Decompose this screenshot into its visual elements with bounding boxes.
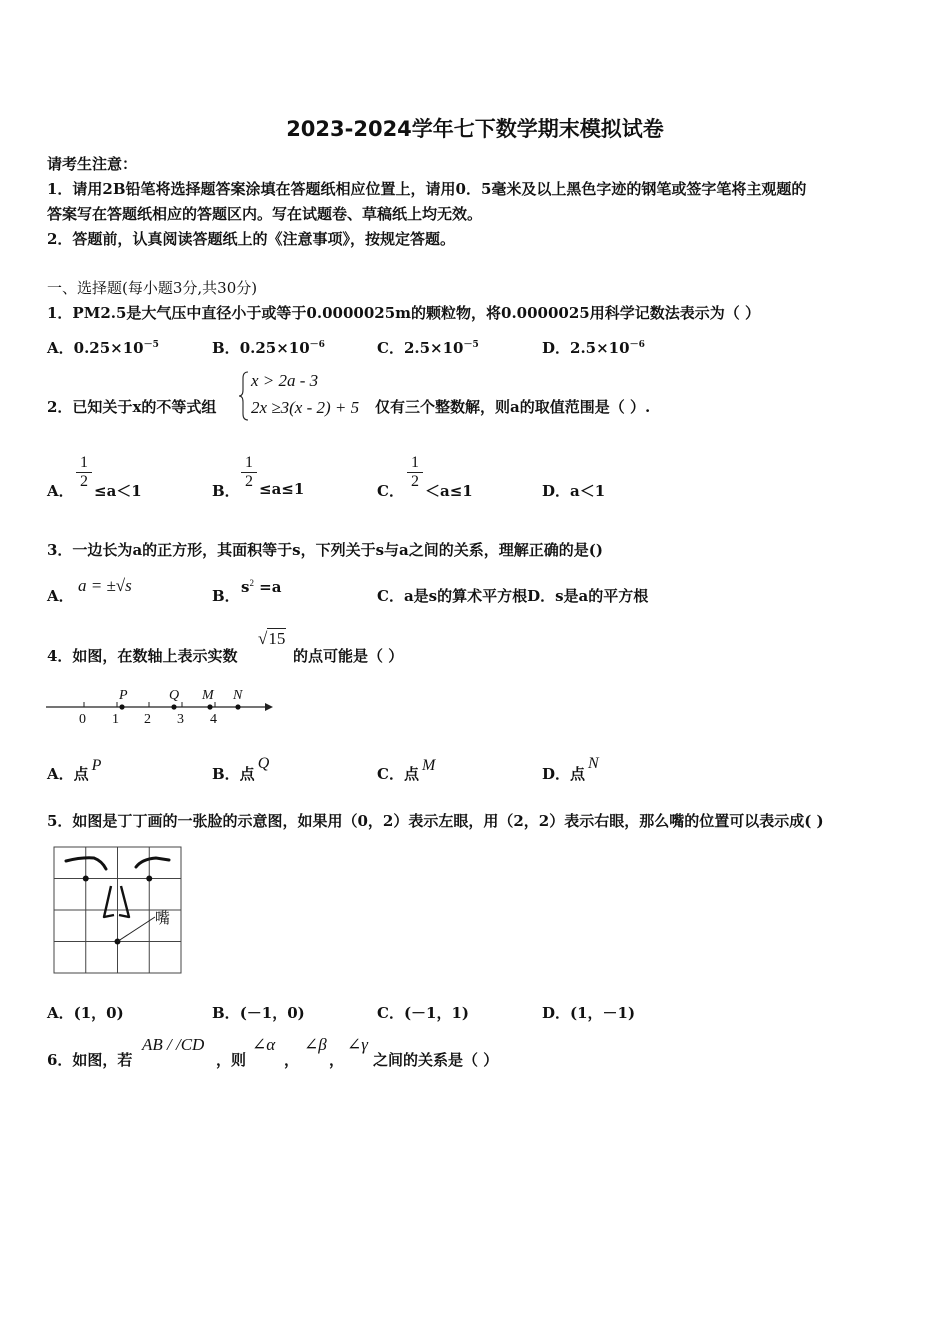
question-6-separator-2: ， <box>329 1051 345 1069</box>
tick-label-0: 0 <box>79 712 86 726</box>
sqrt-icon: √ <box>258 629 268 648</box>
question-2-option-c-fraction: $\frac{1}{2}$ <box>407 454 423 491</box>
question-2-option-a-text: ≤a＜1 <box>94 482 142 500</box>
notice-heading: 请考生注意： <box>47 155 138 173</box>
question-3-option-b-label: B． <box>212 587 240 605</box>
question-2-option-c-text: ＜a≤1 <box>425 482 473 500</box>
question-4-option-a: A．点 P <box>47 757 102 783</box>
question-2-option-b-fraction: $\frac{1}{2}$ <box>241 454 257 491</box>
question-3-option-b-expression: $s^2 =a$ <box>241 578 282 596</box>
question-6-angle-beta: ∠β <box>304 1035 327 1054</box>
notice-item-1-line-1: 1．请用2B铅笔将选择题答案涂填在答题纸相应位置上，请用0．5毫米及以上黑色字迹的钢笔或签字笔将主观题的 <box>47 180 807 198</box>
question-4-option-c: C．点 M <box>377 757 436 783</box>
question-4-option-b: B．点Q <box>212 755 270 783</box>
question-1-option-a: A．$0.25\times 10^{-5}$ <box>47 339 159 357</box>
notice-item-2: 2．答题前，认真阅读答题纸上的《注意事项》，按规定答题。 <box>47 230 455 248</box>
question-3-option-c-d: C．a是s的算术平方根D．s是a的平方根 <box>377 587 649 605</box>
question-5-option-c: C．(－1，1) <box>377 1004 470 1022</box>
face-grid-figure <box>52 845 184 975</box>
point-q-marker <box>171 704 176 709</box>
question-1-option-d: D．$2.5\times 10^{-6}$ <box>542 339 645 357</box>
number-line-figure <box>44 684 276 726</box>
brace-icon <box>238 370 250 422</box>
nose <box>104 886 129 917</box>
arrow-right-icon <box>265 703 273 711</box>
tick-label-4: 4 <box>210 712 217 726</box>
question-5-option-a: A．(1，0) <box>47 1004 124 1022</box>
question-6-stem-suffix: 之间的关系是（ ） <box>373 1051 499 1069</box>
question-2-option-c-label: C． <box>377 482 404 500</box>
question-6-parallel-expression: AB / /CD <box>142 1035 205 1054</box>
tick-label-1: 1 <box>112 712 119 726</box>
tick-label-3: 3 <box>177 712 184 726</box>
question-2-option-b-label: B． <box>212 482 240 500</box>
point-p-marker <box>119 704 124 709</box>
number-line-ticks <box>84 702 215 707</box>
question-1-option-b: B．$0.25\times 10^{-6}$ <box>212 339 325 357</box>
question-3-stem: 3．一边长为a的正方形，其面积等于s，下列关于s与a之间的关系，理解正确的是() <box>47 541 603 559</box>
point-n-marker <box>235 704 240 709</box>
section-heading: 一、选择题(每小题3分,共30分) <box>47 279 258 297</box>
question-6-separator-1: ， <box>284 1051 300 1069</box>
right-eye <box>146 876 152 882</box>
question-6-then: ，则 <box>216 1051 247 1069</box>
question-2-option-a-label: A． <box>47 482 74 500</box>
question-5-option-b: B．(－1，0) <box>212 1004 305 1022</box>
question-6-angle-alpha: ∠α <box>252 1035 276 1054</box>
question-2-option-d: D．a＜1 <box>542 482 606 500</box>
question-2-stem-before: 2．已知关于x的不等式组 <box>47 398 217 416</box>
question-2-option-b-text: ≤a≤1 <box>259 480 305 498</box>
question-5-stem: 5．如图是丁丁画的一张脸的示意图，如果用（0，2）表示左眼，用（2，2）表示右眼，那么嘴的位置可以表示成( ) <box>47 812 824 830</box>
question-4-option-d: D．点N <box>542 755 599 783</box>
right-eyebrow <box>136 858 169 867</box>
point-m-marker <box>207 704 212 709</box>
question-5-option-d: D．(1，－1) <box>542 1004 636 1022</box>
point-p-label: P <box>119 688 128 703</box>
question-4-stem-before: 4．如图，在数轴上表示实数 <box>47 647 238 665</box>
question-3-option-a-label: A． <box>47 587 74 605</box>
question-6-stem-prefix: 6．如图，若 <box>47 1051 133 1069</box>
question-4-stem-after: 的点可能是（ ） <box>293 647 404 665</box>
mouth-label: 嘴 <box>155 909 171 927</box>
question-6-angle-gamma: ∠γ <box>347 1035 368 1054</box>
point-n-label: N <box>233 688 243 703</box>
question-2-inequality-2: 2x ≥3(x - 2) + 5 <box>251 398 360 417</box>
question-1-option-c: C．$2.5\times 10^{-5}$ <box>377 339 479 357</box>
left-eye <box>83 876 89 882</box>
question-2-stem-after: 仅有三个整数解，则a的取值范围是（ ）. <box>375 398 651 416</box>
tick-label-2: 2 <box>144 712 151 726</box>
question-2-option-a-fraction: $\frac{1}{2}$ <box>76 454 92 491</box>
page-title: 2023-2024学年七下数学期末模拟试卷 <box>286 117 664 141</box>
point-m-label: M <box>202 688 214 703</box>
notice-item-1-line-2: 答案写在答题纸相应的答题区内。写在试题卷、草稿纸上均无效。 <box>47 205 483 223</box>
question-3-option-a-expression: a = ±√s <box>78 576 132 595</box>
question-1-stem: 1．PM2.5是大气压中直径小于或等于0.0000025m的颗粒物，将0.0000025用科学记数法表示为（ ） <box>47 304 760 322</box>
point-q-label: Q <box>169 688 180 703</box>
question-2-inequality-1: x > 2a - 3 <box>251 371 319 390</box>
question-4-sqrt: √15 <box>258 629 286 648</box>
